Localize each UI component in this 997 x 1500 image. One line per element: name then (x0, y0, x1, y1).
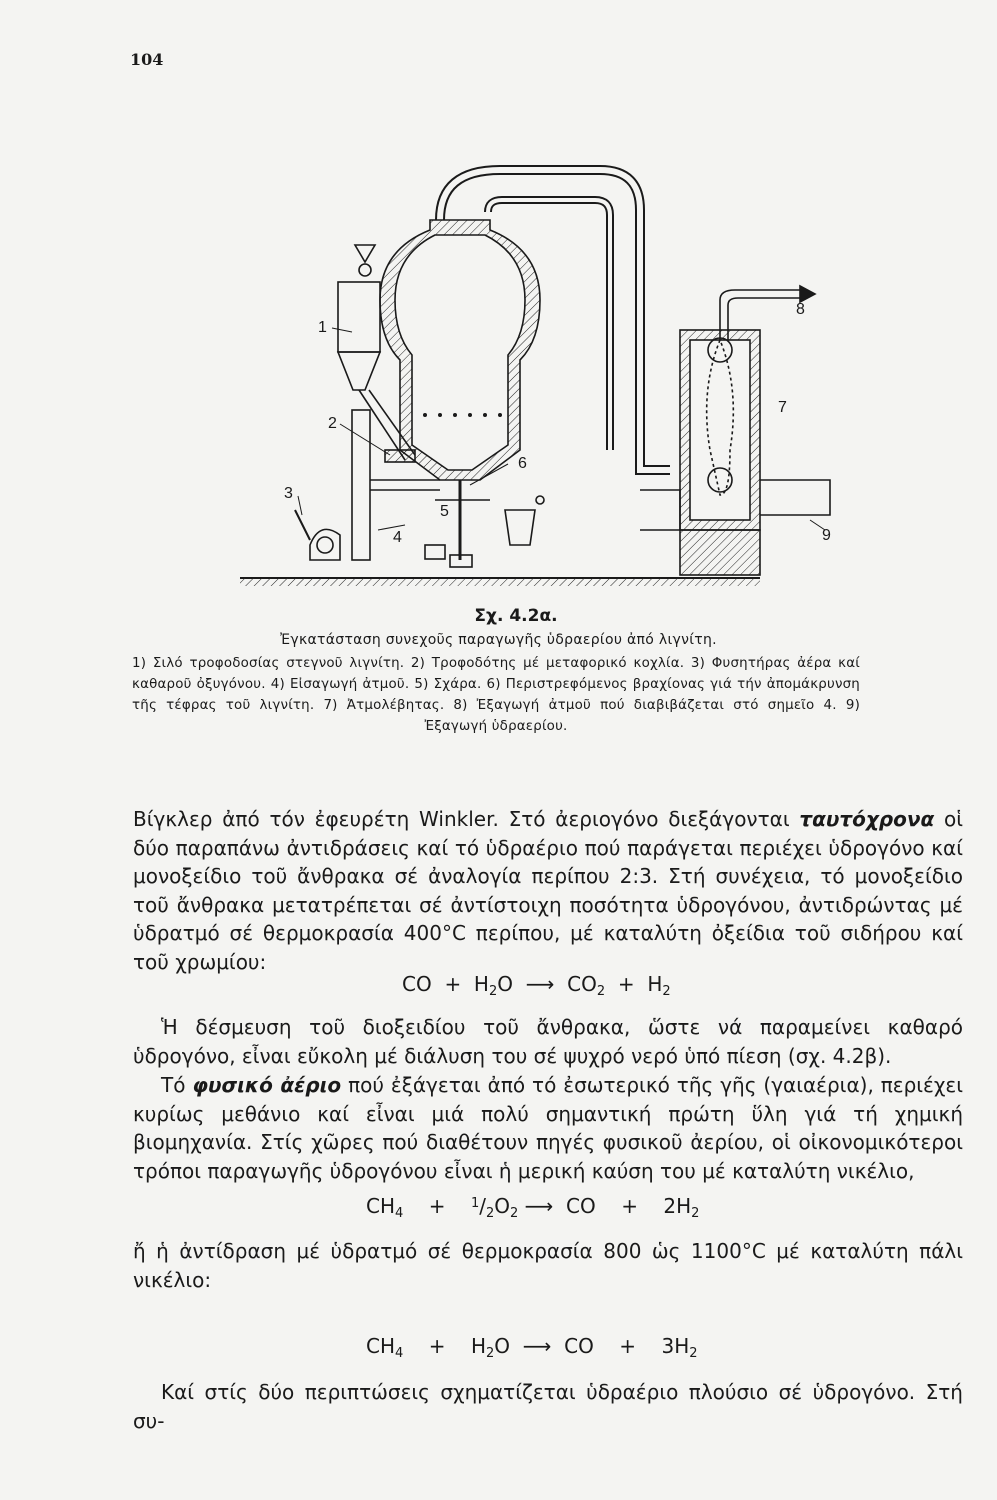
figure-caption-subtitle: Ἐγκατάσταση συνεχοῦς παραγωγῆς ὑδραερίου ἀπό λιγνίτη. (280, 632, 717, 648)
callout-7: 7 (778, 399, 787, 416)
equation-water-gas-shift: CO + $H_2O$ ⟶ $CO_2 + H_2$ (402, 972, 671, 999)
callout-4: 4 (393, 529, 402, 546)
callout-3: 3 (284, 485, 293, 502)
equation-steam-reforming: $CH_4$ + $H_2O$ ⟶ CO + $3H_2$ (366, 1334, 698, 1361)
emphasis-simultaneously: ταυτόχρονα (799, 807, 935, 831)
figure-caption-title: Σχ. 4.2α. (474, 606, 558, 626)
gasifier-diagram (240, 150, 840, 590)
paragraph-conclusion: Καί στίς δύο περιπτώσεις σχηματίζεται ὑδραέριο πλούσιο σέ ὑδρογόνο. Στή συ- (133, 1380, 963, 1433)
callout-2: 2 (328, 415, 337, 432)
paragraph-winkler: Βίγκλερ ἀπό τόν ἐφευρέτη Winkler. Στό ἀεριογόνο διεξάγονται ταυτόχρονα οἱ δύο παραπάνω ἀντιδράσεις καί τό ὑδραέριο πού παράγεται περιέχει ὑδρογόνο καί μονοξείδιο τοῦ ἄνθρακα σέ ἀναλογία περίπου 2:3. Στή συνέχεια, τό μονοξείδιο τοῦ ἄνθρακα μετατρέπεται σέ ἀντίστοιχη ποσότητα ὑδρογόνου, ἀντιδρώντας μέ ὑδρατμό σέ θερμοκρασία 400°C περίπου, μέ καταλύτη ὀξείδια τοῦ σιδήρου καί τοῦ χρωμίου: (133, 807, 963, 974)
paragraph-steam-reforming: ἤ ἡ ἀντίδραση μέ ὑδρατμό σέ θερμοκρασία 800 ὡς 1100°C μέ καταλύτη πάλι νικέλιο: (133, 1239, 963, 1292)
figure-caption-legend: 1) Σιλό τροφοδοσίας στεγνοῦ λιγνίτη. 2) Τροφοδότης μέ μεταφορικό κοχλία. 3) Φυσητήρας ἀέρα καί καθαροῦ ὀξυγόνου. 4) Εἰσαγωγή ἀτμοῦ. 5) Σχάρα. 6) Περιστρεφόμενος βραχίονας γιά τήν ἀπομάκρυνση τῆς τέφρας τοῦ λιγνίτη. 7) Ἀτμολέβητας. 8) Ἐξαγωγή ἀτμοῦ πού διαβιβάζεται στό σημεῖο 4. 9) Ἐξαγωγή ὑδραερίου. (132, 656, 860, 734)
callout-9: 9 (822, 527, 831, 544)
paragraph-co2-capture: Ἡ δέσμευση τοῦ διοξειδίου τοῦ ἄνθρακα, ὥστε νά παραμείνει καθαρό ὑδρογόνο, εἶναι εὔκολη μέ διάλυση του σέ ψυχρό νερό ὑπό πίεση (σχ. 4.2β). (133, 1015, 963, 1068)
callout-6: 6 (518, 455, 527, 472)
plant-schematic (240, 150, 840, 590)
equation-partial-oxidation: $CH_4$ + $^1/_2O_2$ ⟶ CO + $2H_2$ (366, 1194, 700, 1221)
page-number: 104 (130, 50, 164, 69)
callout-8: 8 (796, 301, 805, 318)
paragraph-natural-gas: Τό φυσικό ἀέριο πού ἐξάγεται ἀπό τό ἐσωτερικό τῆς γῆς (γαιαέρια), περιέχει κυρίως μεθάνιο καί εἶναι μιά πολύ σημαντική πρώτη ὕλη γιά τή χημική βιομηχανία. Στίς χῶρες πού διαθέτουν πηγές φυσικοῦ ἀερίου, οἱ οἰκονομικότεροι τρόποι παραγωγῆς ὑδρογόνου εἶναι ἡ μερική καύση του μέ καταλύτη νικέλιο, (133, 1073, 964, 1183)
emphasis-natural-gas: φυσικό ἀέριο (192, 1073, 342, 1097)
callout-1: 1 (318, 319, 327, 336)
callout-5: 5 (440, 503, 449, 520)
